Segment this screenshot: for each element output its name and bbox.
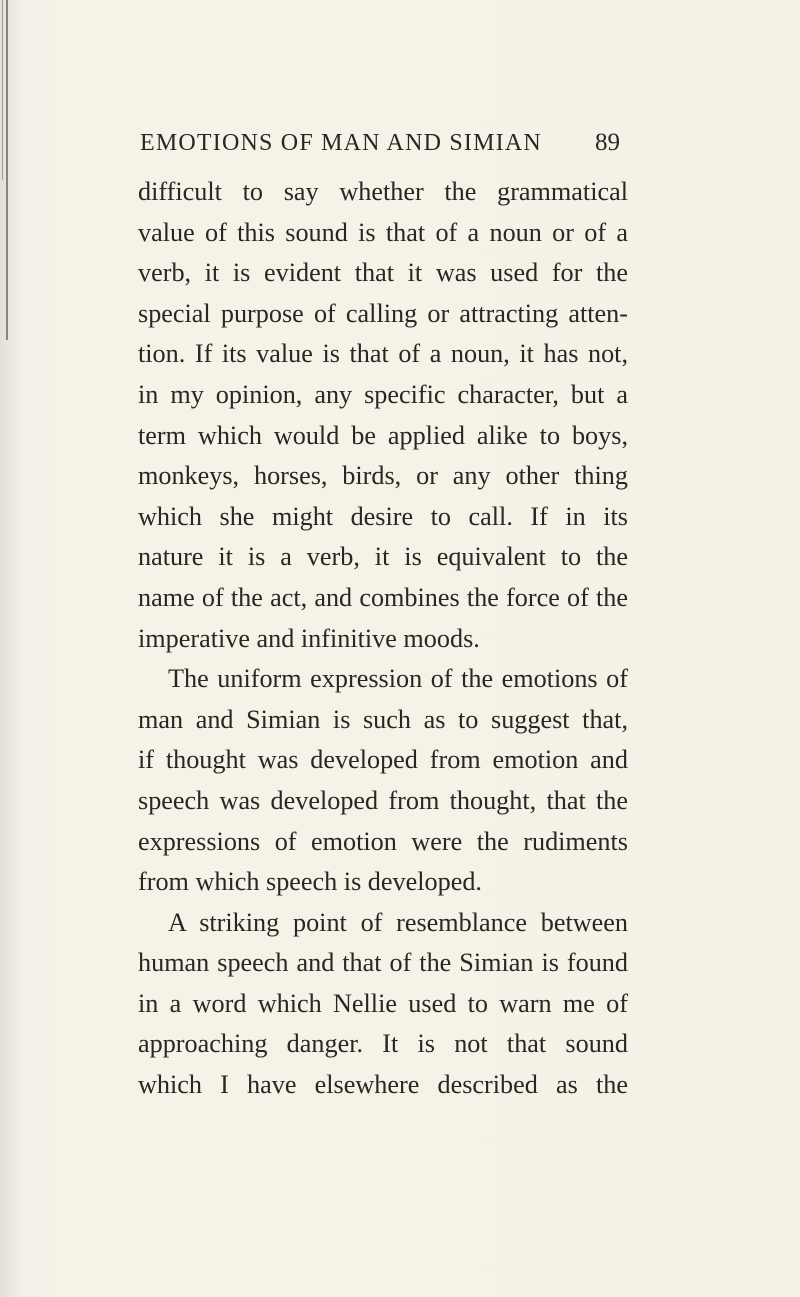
text-line: monkeys, horses, birds, or any other thing — [138, 461, 628, 491]
text-line: verb, it is evident that it was used for the — [138, 258, 628, 288]
text-line: A striking point of resemblance between — [168, 907, 628, 937]
text-line: difficult to say whether the grammatical — [138, 177, 628, 206]
text-line: if thought was developed from emotion and — [138, 745, 628, 775]
text-line: approaching danger. It is not that sound — [138, 1029, 628, 1059]
text-line: from which speech is developed. — [138, 867, 482, 897]
page-number: 89 — [595, 129, 620, 156]
text-line: human speech and that of the Simian is found — [138, 948, 628, 978]
text-line: nature it is a verb, it is equivalent to the — [138, 542, 628, 572]
text-line: man and Simian is such as to suggest that, — [138, 704, 628, 734]
text-line: imperative and infinitive moods. — [138, 623, 480, 653]
running-head: EMOTIONS OF MAN AND SIMIAN — [140, 130, 542, 156]
page-header — [140, 128, 620, 168]
text-line: in my opinion, any specific character, but a — [138, 379, 628, 409]
text-line: which I have elsewhere described as the — [138, 1070, 628, 1100]
text-line: special purpose of calling or attracting atten- — [138, 298, 628, 328]
text-line: The uniform expression of the emotions of — [168, 664, 628, 694]
text-line: tion. If its value is that of a noun, it has not, — [138, 339, 628, 369]
text-line: in a word which Nellie used to warn me of — [138, 988, 628, 1018]
text-line: value of this sound is that of a noun or of a — [138, 217, 628, 247]
text-line: which she might desire to call. If in its — [138, 501, 628, 531]
binding-edge-shadow — [2, 0, 3, 180]
binding-edge — [6, 0, 8, 340]
text-line: term which would be applied alike to boys, — [138, 420, 628, 450]
body-text — [138, 172, 628, 1106]
text-line: speech was developed from thought, that the — [138, 785, 628, 815]
text-line: expressions of emotion were the rudiments — [138, 826, 628, 856]
text-line: name of the act, and combines the force of the — [138, 582, 628, 612]
